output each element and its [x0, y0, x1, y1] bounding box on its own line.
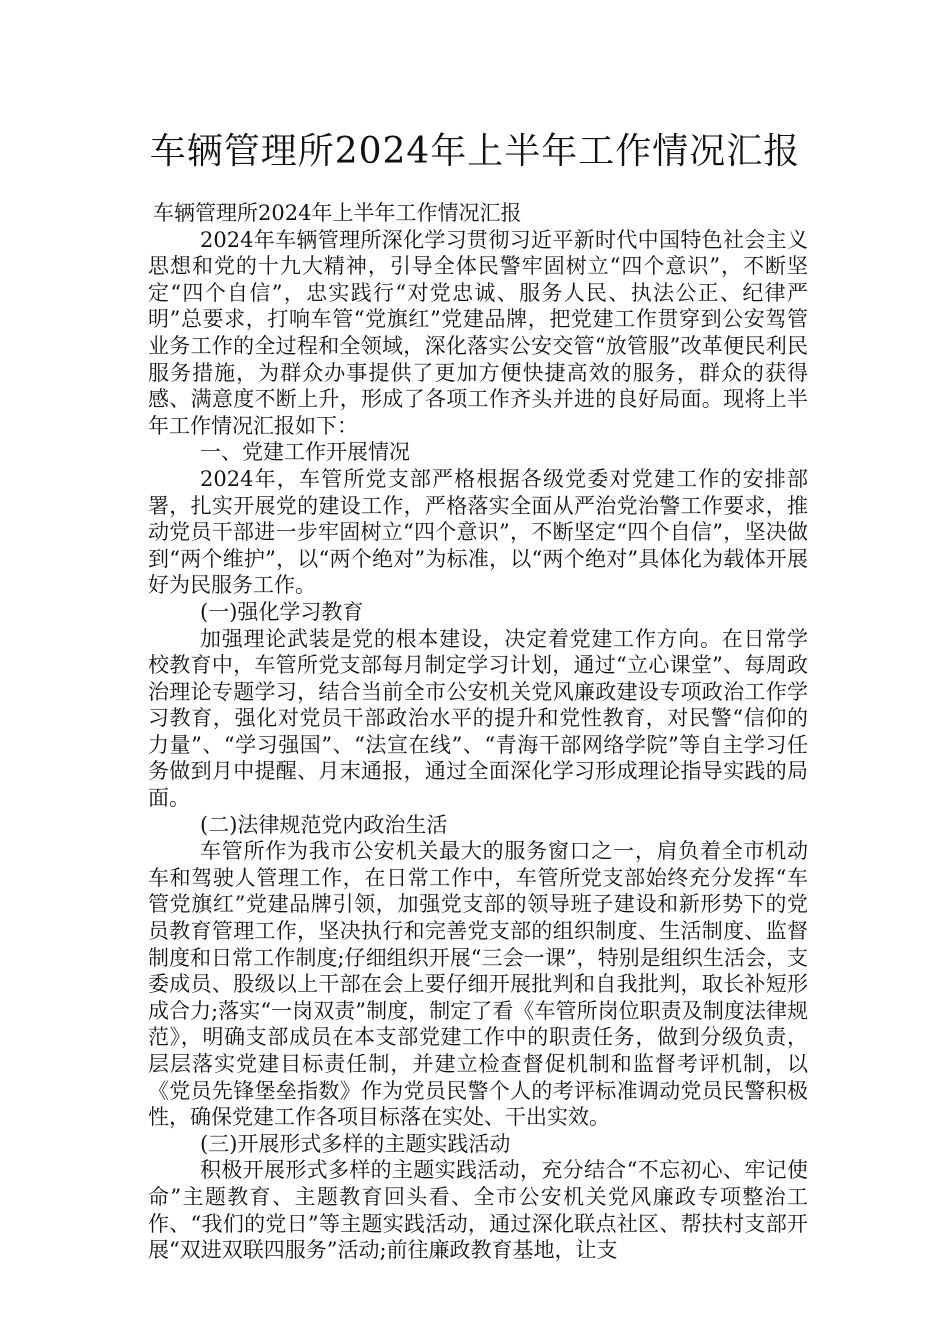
intro-paragraph: 2024年车辆管理所深化学习贯彻习近平新时代中国特色社会主义思想和党的十九大精神，引导全体民警牢固树立“四个意识”，不断坚定“四个自信”，忠实践行“对党忠诚、服务人民、执法公正、纪律严明”总要求，打响车管“党旗红”党建品牌，把党建工作贯穿到公安驾管业务工作的全过程和全领域，深化落实公安交管“放管服”改革便民利民服务措施，为群众办事提供了更加方便快捷高效的服务，群众的获得感、满意度不断上升，形成了各项工作齐头并进的良好局面。现将上半年工作情况汇报如下： [148, 227, 808, 438]
subsection-2-heading: (二)法律规范党内政治生活 [200, 812, 448, 837]
section-1-heading: 一、党建工作开展情况 [200, 440, 410, 465]
document-subtitle: 车辆管理所2024年上半年工作情况汇报 [153, 201, 522, 225]
document-body [148, 200, 808, 1264]
subsection-2-text: 车管所作为我市公安机关最大的服务窗口之一，肩负着全市机动车和驾驶人管理工作，在日常工作中，车管所党支部始终充分发挥“车管党旗红”党建品牌引领，加强党支部的领导班子建设和新形势下的党员教育管理工作，坚决执行和完善党支部的组织制度、生活制度、监督制度和日常工作制度;仔细组织开展“三会一课”，特别是组织生活会，支委成员、股级以上干部在会上要仔细开展批判和自我批判，取长补短形成合力;落实“一岗双责”制度，制定了看《车管所岗位职责及制度法律规范》，明确支部成员在本支部党建工作中的职责任务，做到分级负责，层层落实党建目标责任制，并建立检查督促机制和监督考评机制，以《党员先锋堡垒指数》作为党员民警个人的考评标准调动党员民警积极性，确保党建工作各项目标落在实处、干出实效。 [148, 839, 808, 1130]
subsection-1-text: 加强理论武装是党的根本建设，决定着党建工作方向。在日常学校教育中，车管所党支部每月制定学习计划，通过“立心课堂”、每周政治理论专题学习，结合当前全市公安机关党风廉政建设专项政治工作学习教育，强化对党员干部政治水平的提升和党性教育，对民警“信仰的力量”、“学习强国”、“法宣在线”、“青海干部网络学院”等自主学习任务做到月中提醒、月末通报，通过全面深化学习形成理论指导实践的局面。 [148, 626, 808, 811]
subsection-3-heading: (三)开展形式多样的主题实践活动 [200, 1131, 511, 1156]
subsection-3-text: 积极开展形式多样的主题实践活动，充分结合“不忘初心、牢记使命”主题教育、主题教育回头看、全市公安机关党风廉政专项整治工作、“我们的党日”等主题实践活动，通过深化联点社区、帮扶村支部开展“双进双联四服务”活动;前往廉政教育基地，让支 [148, 1158, 808, 1263]
document-title: 车辆管理所2024年上半年工作情况汇报 [149, 131, 801, 172]
subsection-1-heading: (一)强化学习教育 [200, 599, 364, 624]
section-1-intro: 2024年，车管所党支部严格根据各级党委对党建工作的安排部署，扎实开展党的建设工作，严格落实全面从严治党治警工作要求，推动党员干部进一步牢固树立“四个意识”，不断坚定“四个自信”，坚决做到“两个维护”，以“两个绝对”为标准，以“两个绝对”具体化为载体开展好为民服务工作。 [148, 466, 808, 598]
